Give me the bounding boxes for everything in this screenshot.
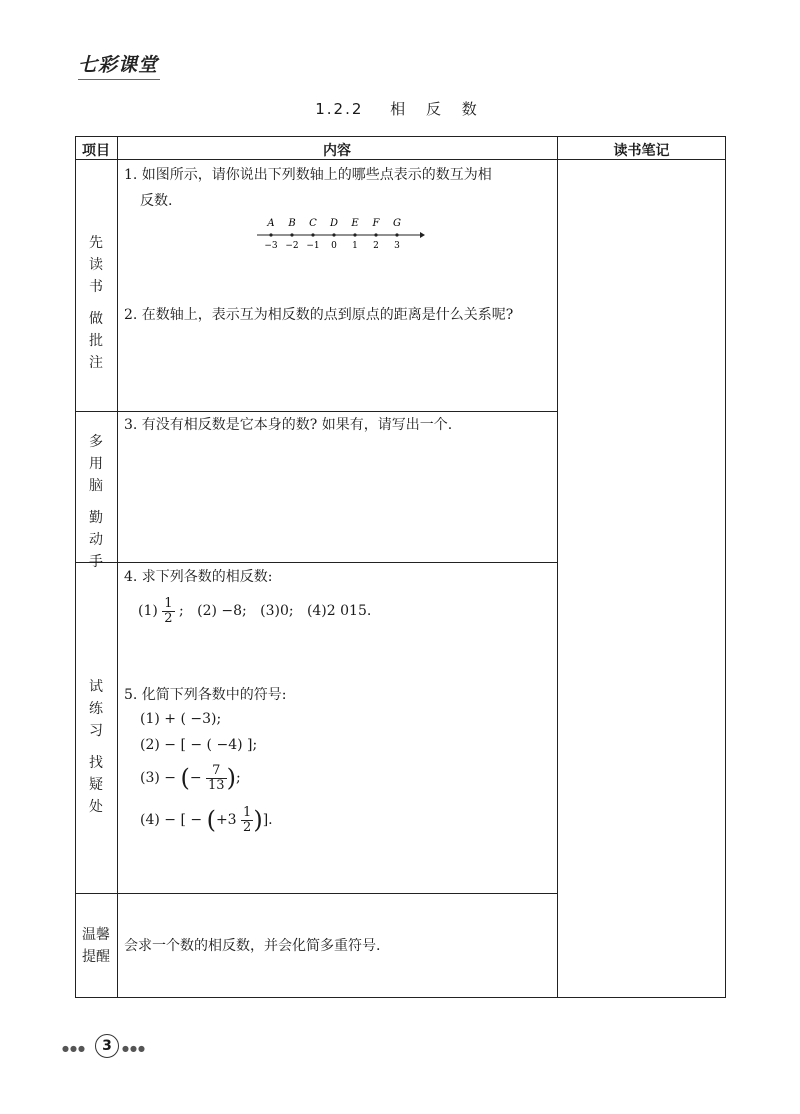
brand-underline	[78, 79, 160, 80]
dots-right-icon: ●●●	[122, 1044, 146, 1053]
q5-item-4-fraction	[241, 806, 253, 835]
label-line: 做	[89, 311, 103, 327]
number-line-arrow	[420, 232, 425, 238]
fraction-numerator: 7	[206, 764, 227, 779]
number-line-letter: F	[372, 218, 380, 229]
q4-item-3: (3)0;	[260, 603, 294, 619]
number-line-point	[353, 233, 356, 236]
section-title-char-3: 数	[461, 100, 479, 118]
label-line: 处	[89, 799, 103, 815]
number-line-value: −1	[306, 241, 320, 251]
fraction-numerator: 1	[164, 595, 173, 611]
column-divider-1	[117, 136, 118, 998]
number-line-letter: E	[351, 218, 359, 229]
section-number: 1.2.2	[315, 100, 364, 118]
tip-text: 会求一个数的相反数，并会化简多重符号.	[124, 938, 381, 954]
number-line-value: 0	[331, 241, 337, 251]
fraction-denominator: 2	[164, 610, 173, 626]
question-4: 4. 求下列各数的相反数:	[124, 569, 273, 585]
label-line: 注	[89, 355, 103, 371]
row-divider-3	[75, 893, 557, 894]
number-line-value: −3	[264, 241, 278, 251]
label-spacer	[76, 742, 116, 752]
number-line-letter: C	[309, 218, 317, 229]
question-1-line-1: 1. 如图所示，请你说出下列数轴上的哪些点表示的数互为相	[124, 167, 492, 183]
page-number-badge	[62, 1034, 144, 1058]
label-spacer	[76, 298, 116, 308]
number-line-point	[395, 233, 398, 236]
right-paren: )	[253, 806, 263, 834]
label-line: 温馨	[82, 927, 110, 943]
label-line: 提醒	[82, 949, 110, 965]
label-line: 批	[89, 333, 103, 349]
question-2: 2. 在数轴上，表示互为相反数的点到原点的距离是什么关系呢?	[124, 307, 514, 323]
label-line: 先	[89, 235, 103, 251]
header-notes: 读书笔记	[613, 143, 670, 159]
q4-item-4: (4)2 015.	[306, 603, 372, 619]
q5-item-3-end: ;	[235, 770, 241, 786]
label-line: 多	[89, 434, 103, 450]
fraction-denominator: 2	[243, 819, 252, 835]
header-content: 内容	[323, 143, 351, 159]
number-line-letter: G	[393, 218, 401, 229]
number-line-value: 2	[373, 241, 379, 251]
number-line-diagram	[255, 215, 425, 255]
header-item: 项目	[82, 143, 110, 159]
label-line: 书	[89, 279, 103, 295]
label-line: 练	[89, 701, 103, 717]
section-title	[0, 98, 800, 119]
number-line-value: −2	[285, 241, 299, 251]
label-line: 勤	[89, 510, 103, 526]
section-title-char-1: 相	[390, 100, 408, 118]
brand-logo	[78, 54, 160, 82]
label-line: 读	[89, 257, 103, 273]
section-label-tip	[76, 924, 116, 968]
fraction-numerator: 1	[243, 804, 252, 820]
row-divider-2	[75, 562, 557, 563]
q4-separator: ;	[179, 603, 184, 619]
right-paren: )	[226, 764, 236, 792]
label-line: 习	[89, 723, 103, 739]
number-line-value: 3	[394, 241, 400, 251]
q5-item-3-fraction	[206, 764, 227, 793]
dots-left-icon: ●●●	[62, 1044, 86, 1053]
label-spacer	[76, 497, 116, 507]
number-line-point	[269, 233, 272, 236]
question-5: 5. 化简下列各数中的符号:	[124, 687, 287, 703]
q5-item-4-sign: +3	[215, 812, 237, 828]
number-line-letter: D	[329, 218, 339, 229]
label-line: 脑	[89, 478, 103, 494]
question-5-item-1: (1) + ( −3);	[140, 711, 222, 727]
left-paren: (	[180, 764, 190, 792]
q4-fraction	[162, 597, 174, 626]
section-label-think	[76, 431, 116, 573]
question-4-items	[138, 595, 371, 627]
number-line-point	[311, 233, 314, 236]
page-number: 3	[95, 1034, 119, 1058]
question-5-item-2: (2) − [ − ( −4) ];	[140, 737, 258, 753]
number-line-value: 1	[352, 241, 358, 251]
section-label-read	[76, 232, 116, 374]
left-paren: (	[206, 806, 216, 834]
question-5-item-3	[140, 760, 241, 796]
q4-item-1-label: (1)	[138, 603, 158, 619]
question-5-item-4	[140, 800, 273, 840]
number-line-point	[374, 233, 377, 236]
number-line-point	[290, 233, 293, 236]
q4-item-2: (2) −8;	[197, 603, 247, 619]
brand-title: 七彩课堂	[78, 54, 159, 76]
column-divider-2	[557, 136, 558, 998]
label-line: 找	[89, 755, 103, 771]
section-title-char-2: 反	[425, 100, 443, 118]
q5-item-4-prefix: (4) − [ −	[140, 812, 203, 828]
label-line: 手	[89, 554, 103, 570]
label-line: 动	[89, 532, 103, 548]
label-line: 疑	[89, 777, 103, 793]
q5-item-3-sign: −	[189, 770, 202, 786]
label-line: 试	[89, 679, 103, 695]
question-3: 3. 有没有相反数是它本身的数? 如果有，请写出一个.	[124, 417, 453, 433]
q5-item-3-prefix: (3) −	[140, 770, 177, 786]
label-line: 用	[89, 456, 103, 472]
number-line-point	[332, 233, 335, 236]
question-1-line-2: 反数.	[140, 193, 173, 209]
number-line-letter: B	[288, 218, 296, 229]
section-label-practice	[76, 676, 116, 818]
q5-item-4-end: ].	[262, 812, 273, 828]
fraction-denominator: 13	[208, 777, 225, 793]
number-line-letter: A	[267, 218, 275, 229]
